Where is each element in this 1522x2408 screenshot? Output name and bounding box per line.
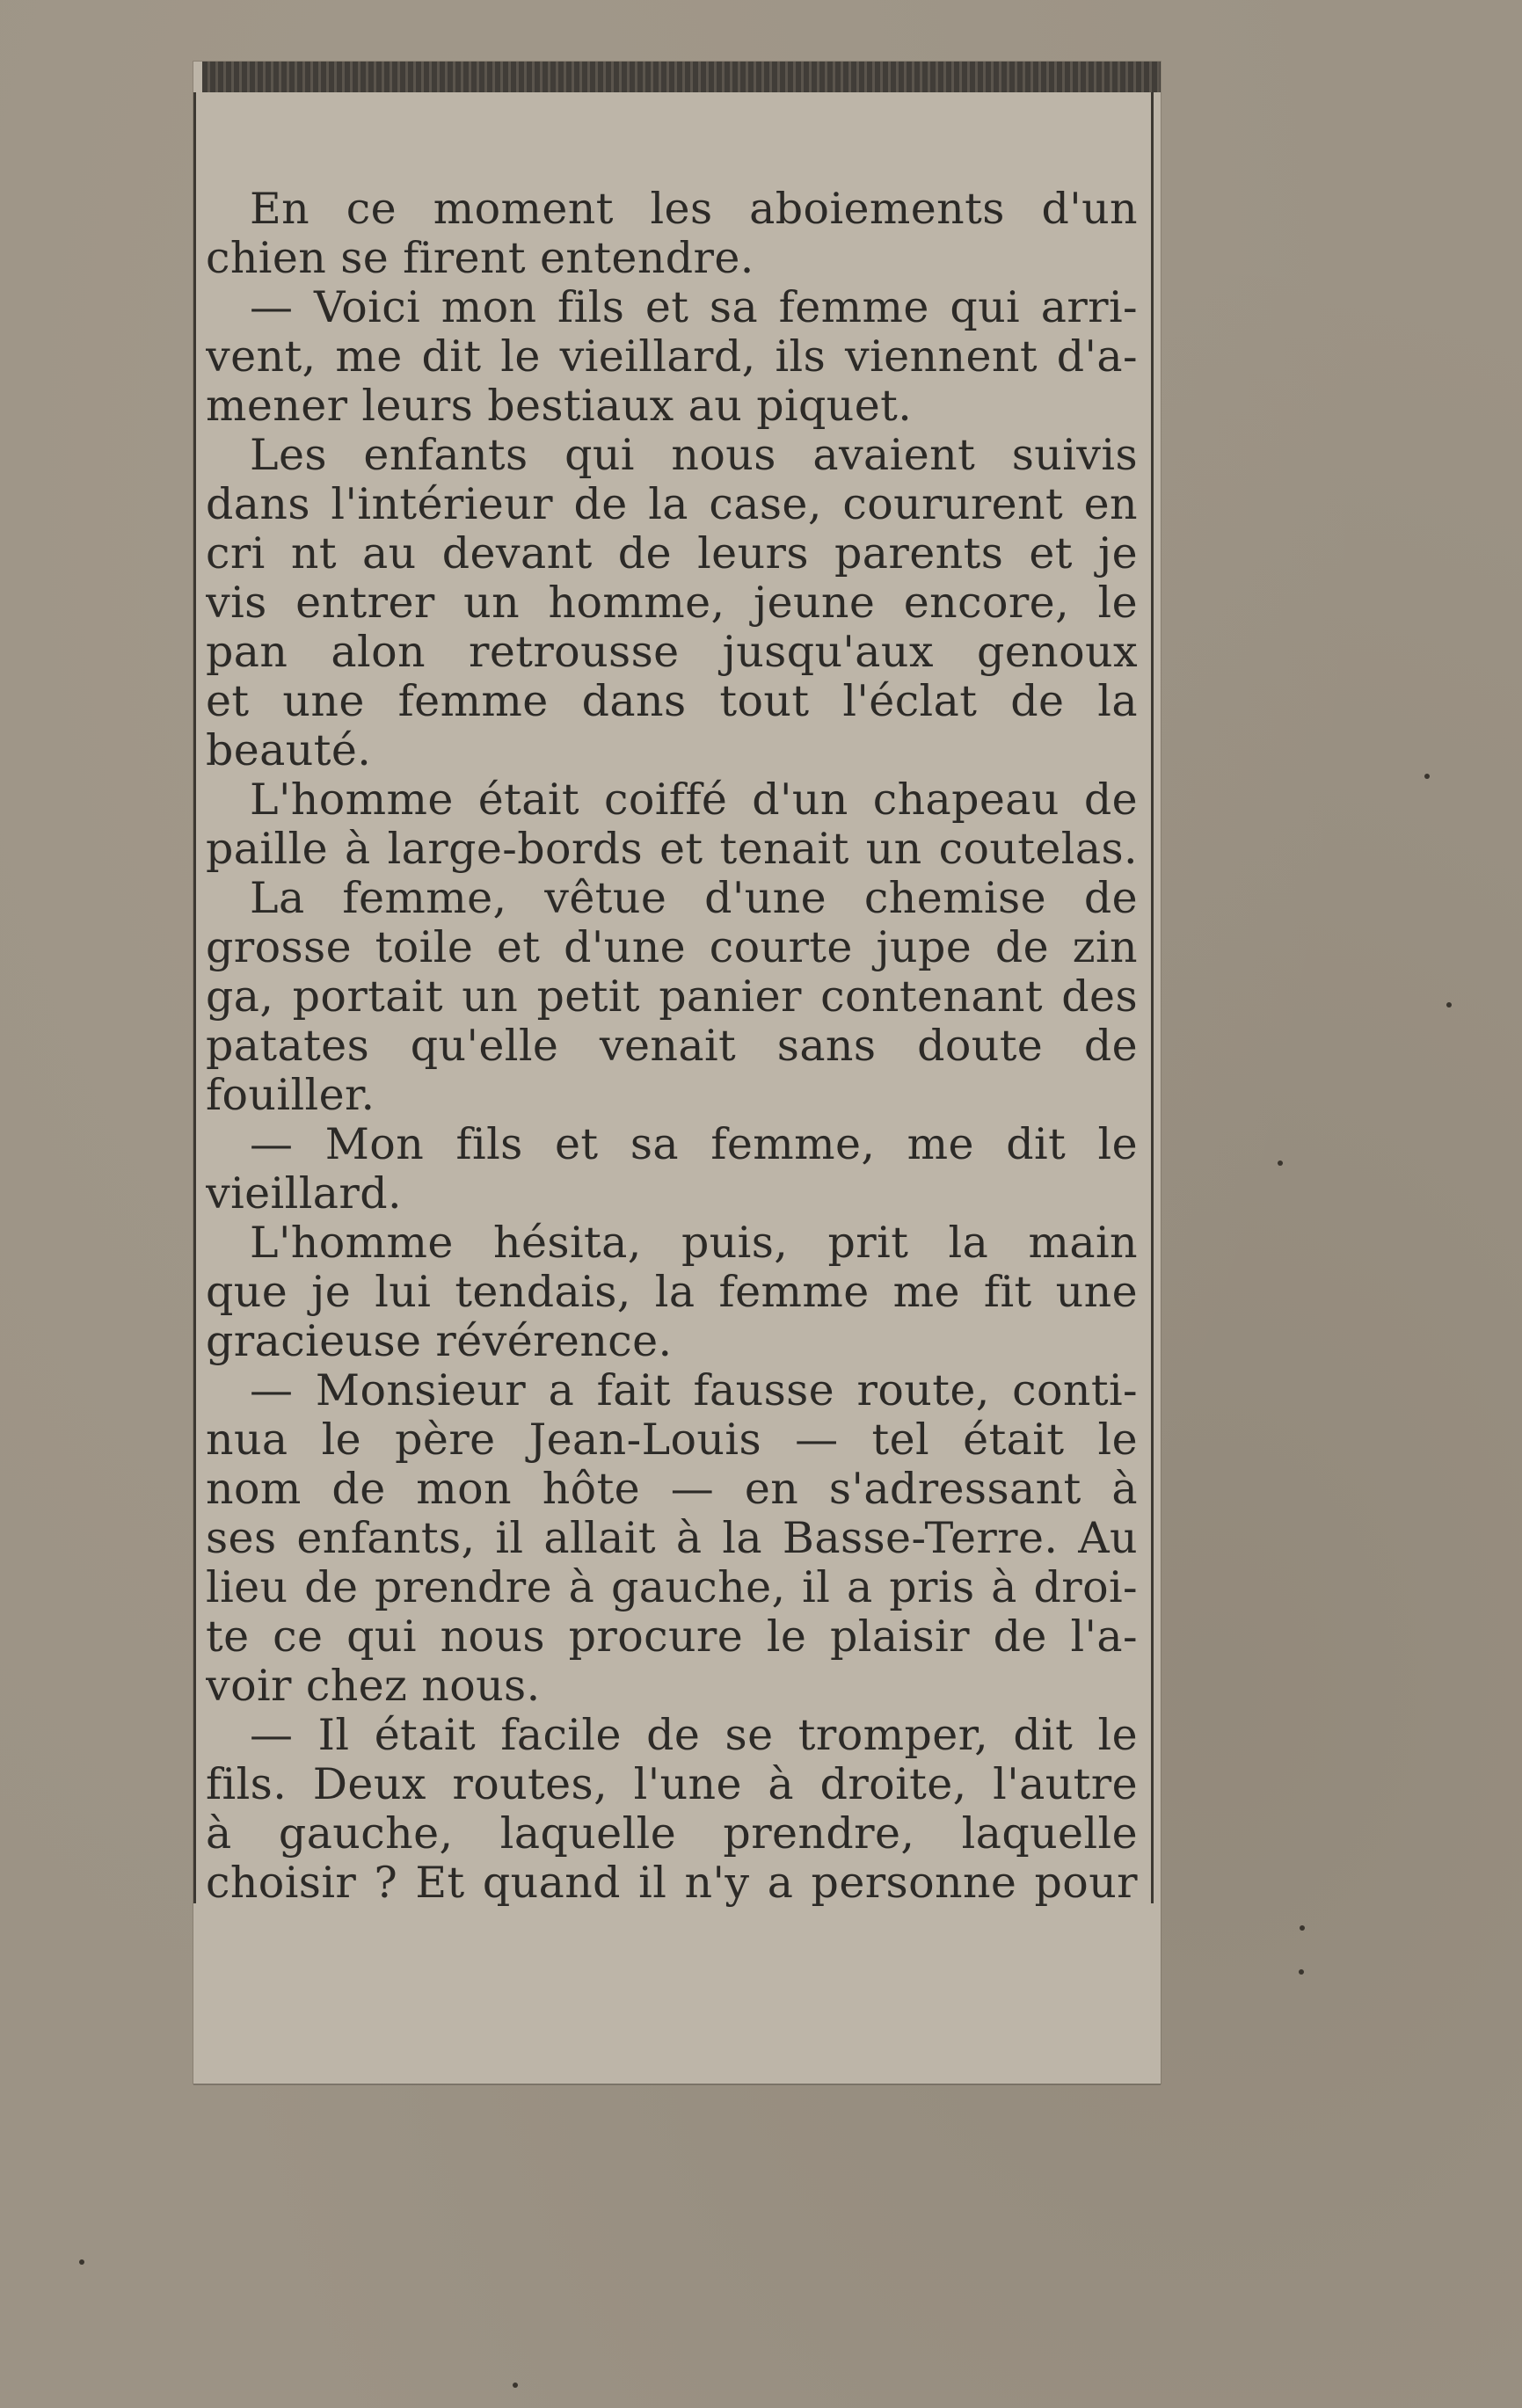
article-line: nom de mon hôte — en s'adressant à <box>206 1465 1138 1514</box>
article-line: — Voici mon fils et sa femme qui arri- <box>250 283 1138 332</box>
clipping-torn-top-rule <box>202 62 1161 92</box>
article-line: cri nt au devant de leurs parents et je <box>206 529 1138 578</box>
article-line: grosse toile et d'une courte jupe de zin <box>206 923 1138 972</box>
article-text <box>206 185 1138 1908</box>
article-line: lieu de prendre à gauche, il a pris à droi- <box>206 1563 1138 1612</box>
article-line: chien se firent entendre. <box>206 234 754 283</box>
specks <box>1278 1160 1283 1166</box>
article-line: que je lui tendais, la femme me fit une <box>206 1268 1138 1317</box>
article-line: vent, me dit le vieillard, ils viennent d'a- <box>206 332 1138 382</box>
article-line: choisir ? Et quand il n'y a personne pour <box>206 1859 1138 1908</box>
article-line: fils. Deux routes, l'une à droite, l'autre <box>206 1760 1138 1809</box>
specks <box>1446 1002 1452 1008</box>
article-line: gracieuse révérence. <box>206 1317 673 1366</box>
article-line: vieillard. <box>206 1169 402 1219</box>
article-line: L'homme était coiffé d'un chapeau de <box>250 775 1138 825</box>
specks <box>1424 774 1430 779</box>
article-line: et une femme dans tout l'éclat de la <box>206 677 1138 726</box>
article-line: paille à large-bords et tenait un coutelas. <box>206 825 1138 874</box>
article-line: ses enfants, il allait à la Basse-Terre. Au <box>206 1514 1138 1563</box>
newspaper-clipping <box>193 62 1161 2084</box>
article-line: à gauche, laquelle prendre, laquelle <box>206 1809 1138 1859</box>
article-line: beauté. <box>206 726 372 775</box>
article-line: mener leurs bestiaux au piquet. <box>206 382 913 431</box>
article-line: En ce moment les aboiements d'un <box>250 185 1138 234</box>
article-line: fouiller. <box>206 1071 375 1120</box>
specks <box>513 2383 518 2388</box>
article-line: ga, portait un petit panier contenant des <box>206 972 1138 1022</box>
article-line: vis entrer un homme, jeune encore, le <box>206 578 1138 628</box>
article-line: — Monsieur a fait fausse route, conti- <box>250 1366 1138 1415</box>
article-line: Les enfants qui nous avaient suivis <box>250 431 1138 480</box>
clipping-bottom-edge <box>193 2084 1161 2085</box>
article-line: L'homme hésita, puis, prit la main <box>250 1219 1138 1268</box>
article-line: te ce qui nous procure le plaisir de l'a- <box>206 1612 1138 1662</box>
article-line: patates qu'elle venait sans doute de <box>206 1022 1138 1071</box>
article-line: — Il était facile de se tromper, dit le <box>250 1711 1138 1760</box>
article-line: pan alon retrousse jusqu'aux genoux <box>206 628 1138 677</box>
specks <box>1299 1969 1304 1975</box>
article-line: La femme, vêtue d'une chemise de <box>250 874 1138 923</box>
article-line: dans l'intérieur de la case, coururent en <box>206 480 1138 529</box>
specks <box>79 2259 84 2265</box>
article-line: voir chez nous. <box>206 1662 541 1711</box>
article-line: nua le père Jean-Louis — tel était le <box>206 1415 1138 1465</box>
article-line: — Mon fils et sa femme, me dit le <box>250 1120 1138 1169</box>
specks <box>1300 1925 1305 1931</box>
